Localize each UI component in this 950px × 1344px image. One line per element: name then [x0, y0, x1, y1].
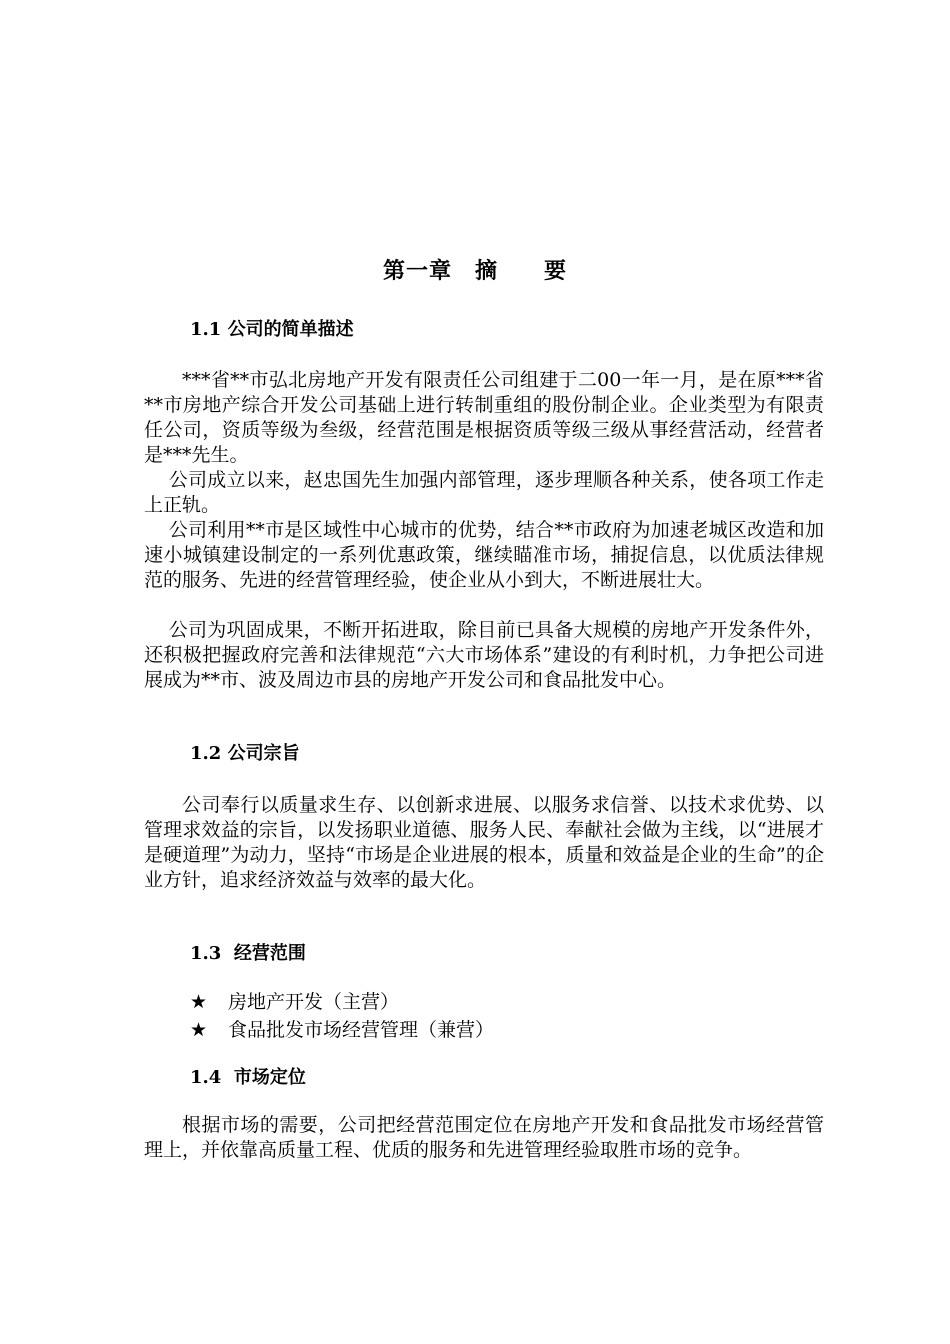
list-item [190, 1016, 494, 1044]
section-heading-1-3: 1.3 经营范围 [190, 943, 306, 964]
business-scope-list [190, 988, 494, 1044]
section-heading-1-4: 1.4 市场定位 [190, 1067, 306, 1088]
paragraph: 公司成立以来，赵忠国先生加强内部管理，逐步理顺各种关系，使各项工作走上正轨。 [144, 469, 824, 516]
section-heading-1-2: 1.2 公司宗旨 [190, 743, 300, 764]
paragraph: 根据市场的需要，公司把经营范围定位在房地产开发和食品批发市场经营管理上，并依靠高质量工程、优质的服务和先进管理经验取胜市场的竞争。 [144, 1114, 824, 1161]
star-icon: ★ [190, 1019, 208, 1041]
paragraph: 公司奉行以质量求生存、以创新求进展、以服务求信誉、以技术求优势、以管理求效益的宗旨，以发扬职业道德、服务人民、奉献社会做为主线，以“进展才是硬道理”为动力，坚持“市场是企业进展的根本，质量和效益是企业的生命”的企业方针，追求经济效益与效率的最大化。 [144, 794, 824, 891]
list-item-label: 食品批发市场经营管理（兼营） [228, 1019, 495, 1041]
list-item-label: 房地产开发（主营） [228, 991, 400, 1013]
list-item [190, 988, 494, 1016]
paragraph: ***省**市弘北房地产开发有限责任公司组建于二00一年一月，是在原***省**市房地产综合开发公司基础上进行转制重组的股份制企业。企业类型为有限责任公司，资质等级为叁级，经营范围是根据资质等级三级从事经营活动，经营者是***先生。 [144, 369, 824, 466]
paragraph: 公司为巩固成果，不断开拓进取，除目前已具备大规模的房地产开发条件外，还积极把握政府完善和法律规范“六大市场体系”建设的有利时机，力争把公司进展成为**市、波及周边市县的房地产开发公司和食品批发中心。 [144, 619, 824, 691]
paragraph: 公司利用**市是区域性中心城市的优势，结合**市政府为加速老城区改造和加速小城镇建设制定的一系列优惠政策，继续瞄准市场，捕捉信息，以优质法律规范的服务、先进的经营管理经验，使企业从小到大，不断进展壮大。 [144, 519, 824, 591]
section-heading-1-1: 1.1 公司的简单描述 [190, 319, 354, 340]
chapter-title: 第一章 摘 要 [382, 258, 567, 284]
star-icon: ★ [190, 991, 208, 1013]
